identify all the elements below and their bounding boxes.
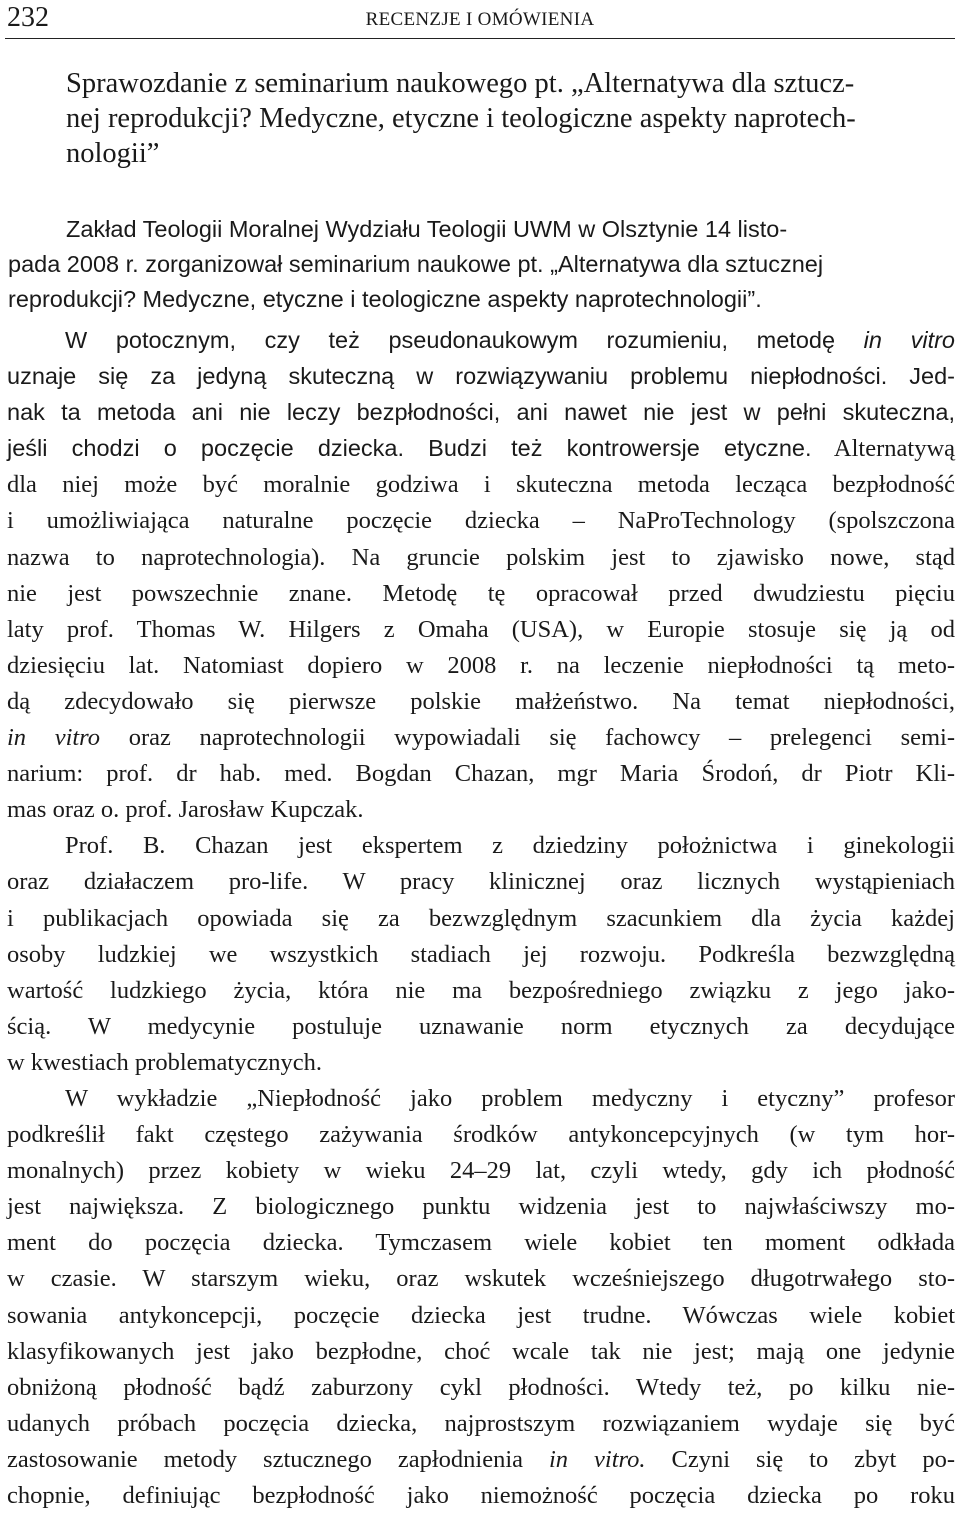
body-line: nazwa to naprotechnologia). Na gruncie polskim jest to zjawisko nowe, stąd <box>7 543 955 571</box>
body-line: podkreślił fakt częstego zażywania środków antykoncepcyjnych (w tym hor- <box>7 1121 955 1149</box>
body-line: osoby ludzkiej we wszystkich stadiach jej rozwoju. Podkreśla bezwzględną <box>7 940 955 968</box>
body-line: dą zdecydowało się pierwsze polskie małżeństwo. Na temat niepłodności, <box>7 687 955 715</box>
body-line: ścią. W medycynie postuluje uznawanie norm etycznych za decydujące <box>7 1012 955 1040</box>
body-line: W potocznym, czy też pseudonaukowym rozumieniu, metodę in vitro <box>65 327 955 353</box>
latin-term: in vitro. <box>549 1445 646 1473</box>
body-line: udanych próbach poczęcia dziecka, najprostszym rozwiązaniem wydaje się być <box>7 1409 955 1437</box>
latin-term: in vitro <box>863 327 955 353</box>
report-title <box>66 66 956 171</box>
body-line: w kwestiach problematycznych. <box>7 1048 322 1076</box>
body-line: monalnych) przez kobiety w wieku 24–29 lat, czyli wtedy, gdy ich płodność <box>7 1157 955 1185</box>
body-line: Prof. B. Chazan jest ekspertem z dziedziny położnictwa i ginekologii <box>65 832 955 860</box>
body-line: chopnie, definiując bezpłodność jako niemożność poczęcia dziecka po roku <box>7 1482 955 1509</box>
body-line: sowania antykoncepcji, poczęcie dziecka jest trudne. Wówczas wiele kobiet <box>7 1301 955 1329</box>
article-body <box>7 322 955 1514</box>
body-line: i publikacjach opowiada się za bezwzględnym szacunkiem dla życia każdej <box>7 904 955 932</box>
title-line: Sprawozdanie z seminarium naukowego pt. „Alternatywa dla sztucz- <box>66 68 855 99</box>
page-number: 232 <box>7 2 49 33</box>
body-line: oraz działaczem pro-life. W pracy klinicznej oraz licznych wystąpieniach <box>7 868 955 896</box>
body-line: in vitro oraz naprotechnologii wypowiadali się fachowcy – prelegenci semi- <box>7 724 956 752</box>
title-line: nej reprodukcji? Medyczne, etyczne i teologiczne aspekty naprotech- <box>66 103 856 134</box>
body-line: jeśli chodzi o poczęcie dziecka. Budzi też kontrowersje etyczne. Alternatywą <box>7 435 956 463</box>
body-line: obniżoną płodność bądź zaburzony cykl płodności. Wtedy też, po kilku nie- <box>7 1373 955 1401</box>
body-line: ment do poczęcia dziecka. Tymczasem wiele kobiet ten moment odkłada <box>7 1229 955 1257</box>
intro-line: reprodukcji? Medyczne, etyczne i teologiczne aspekty naprotechnologii”. <box>8 286 762 312</box>
title-line: nologii” <box>66 138 160 169</box>
body-line: laty prof. Thomas W. Hilgers z Omaha (USA), w Europie stosuje się ją od <box>7 615 955 643</box>
intro-line: pada 2008 r. zorganizował seminarium naukowe pt. „Alternatywa dla sztucznej <box>8 251 824 277</box>
intro-line: Zakład Teologii Moralnej Wydziału Teologii UWM w Olsztynie 14 listo- <box>66 216 788 242</box>
body-line: dla niej może być moralnie godziwa i skuteczna metoda lecząca bezpłodność <box>7 471 955 499</box>
body-line: jest największa. Z biologicznego punktu widzenia jest to najwłaściwszy mo- <box>7 1193 955 1221</box>
body-line: W wykładzie „Niepłodność jako problem medyczny i etyczny” profesor <box>65 1084 955 1112</box>
latin-term: in vitro <box>7 724 101 752</box>
body-line: w czasie. W starszym wieku, oraz wskutek wcześniejszego długotrwałego sto- <box>7 1265 955 1293</box>
body-line: uznaje się za jedyną skuteczną w rozwiązywaniu problemu niepłodności. Jed- <box>7 363 955 390</box>
body-line: nie jest powszechnie znane. Metodę tę opracował przed dwudziestu pięciu <box>7 579 955 607</box>
intro-paragraph <box>8 212 956 317</box>
running-head: RECENZJE I OMÓWIENIA <box>365 9 595 30</box>
body-line: i umożliwiająca naturalne poczęcie dziecka – NaProTechnology (spolszczona <box>7 507 955 535</box>
body-line: klasyfikowanych jest jako bezpłodne, choć wcale tak nie jest; mają one jedynie <box>7 1337 955 1365</box>
body-line: mas oraz o. prof. Jarosław Kupczak. <box>7 796 364 824</box>
body-line: nak ta metoda ani nie leczy bezpłodności, ani nawet nie jest w pełni skuteczna, <box>7 399 955 426</box>
body-line: wartość ludzkiego życia, która nie ma bezpośredniego związku z jego jako- <box>7 976 955 1004</box>
body-line: narium: prof. dr hab. med. Bogdan Chazan, mgr Maria Środoń, dr Piotr Kli- <box>7 760 955 788</box>
body-line: zastosowanie metody sztucznego zapłodnienia in vitro. Czyni się to zbyt po- <box>7 1445 955 1473</box>
page-header <box>5 0 955 39</box>
body-line: dziesięciu lat. Natomiast dopiero w 2008 r. na leczenie niepłodności tą meto- <box>7 651 955 679</box>
